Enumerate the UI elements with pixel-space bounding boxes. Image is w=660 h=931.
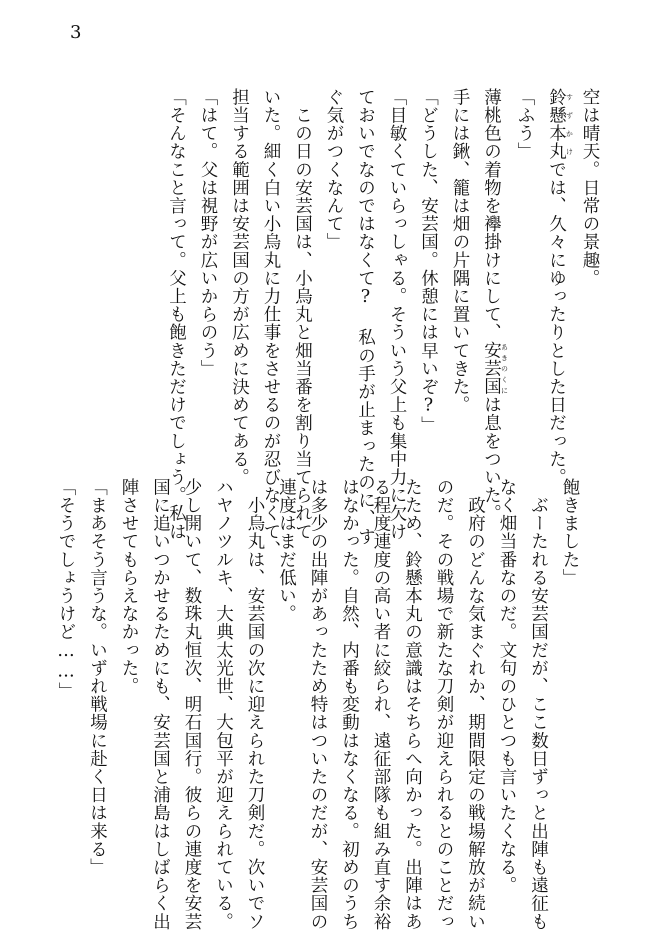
furigana-reading: すずかけ: [565, 88, 574, 161]
text-line: 「まあそう言うな。いずれ戦場に赴く日は来る」: [87, 478, 108, 877]
text-line: ぐ気がつくなんて」: [324, 88, 344, 251]
text-line: 「そうでしょうけど……」: [56, 478, 76, 701]
text-line: 少し開いて、数珠丸恒次、明石国行。彼らの連度を安芸: [182, 478, 202, 931]
text-line: 「ふう」: [515, 88, 535, 161]
text-line: 「そんなこと言って。父上も飽きただけでしょう。私は: [166, 88, 187, 541]
furigana-word: [546, 88, 574, 161]
text-line: ておいでなのではなくて? 私の手が止まったのに、す: [355, 88, 376, 546]
text-line: のだ。その戦場で新たな刀剣が迎えられるとのことだっ: [434, 478, 454, 931]
furigana-reading: あきのくに: [500, 341, 509, 396]
text-line: ハヤノツルキ、大典太光世、大包平が迎えられている。: [213, 478, 234, 931]
text-line: 手には鍬、籠は畑の片隅に置いてきた。: [450, 88, 470, 414]
text-line: [540, 88, 574, 487]
text-segment: では、久々にゆったりとした日だった。: [546, 160, 567, 487]
lower-text-block: [50, 478, 586, 931]
text-segment: 薄桃色の着物を襷掛けにして、: [481, 88, 502, 342]
furigana-word: [481, 341, 509, 396]
text-line: たため、鈴懸本丸の意識はそちらへ向かった。出陣はあ: [402, 478, 423, 931]
text-line: 空は晴天。日常の景趣。: [580, 88, 600, 288]
text-line: 飽きました」: [560, 478, 580, 587]
text-line: ぶーたれる安芸国だが、ここ数日ずっと出陣も遠征も: [528, 478, 549, 931]
text-line: 小烏丸は、安芸国の次に迎えられた刀剣だ。次いでソ: [245, 478, 265, 931]
text-line: いた。細く白い小烏丸に力仕事をさせるのが忍びなくて、: [261, 88, 281, 559]
ruby-base: 安芸国: [481, 341, 502, 396]
text-line: は多少の出陣があったため特はついたのだが、安芸国の: [308, 478, 328, 931]
text-line: 「どうした、安芸国。休憩には早いぞ?」: [418, 88, 439, 435]
text-line: 陣させてもらえなかった。: [119, 478, 139, 696]
text-line: 「目敏くていらっしゃる。そういう父上も集中力に欠け: [387, 88, 407, 541]
text-line: 連度はまだ低い。: [276, 478, 297, 623]
text-line: この日の安芸国は、小烏丸と畑当番を割り当てられて: [292, 88, 313, 541]
text-line: 担当する範囲は安芸国の方が広めに決めてある。: [229, 88, 250, 487]
text-line: 国に追いつかせるためにも、安芸国と浦島はしばらく出: [150, 478, 171, 931]
text-line: [475, 88, 509, 523]
text-line: はなかった。自然、内番も変動はなくなる。初めのうち: [339, 478, 360, 931]
text-line: なく畑当番なのだ。文句のひとつも言いたくなる。: [497, 478, 517, 895]
text-line: 政府のどんな気まぐれか、期間限定の戦場解放が続い: [465, 478, 486, 931]
text-segment: は息をついた。: [481, 395, 502, 523]
text-line: 「はて。父は視野が広いからのう」: [198, 88, 218, 378]
text-line: る程度連度の高い者に絞られ、遠征部隊も組み直す余裕: [371, 478, 391, 931]
ruby-base: 鈴懸本丸: [546, 88, 567, 161]
page-number: 3: [70, 22, 82, 43]
